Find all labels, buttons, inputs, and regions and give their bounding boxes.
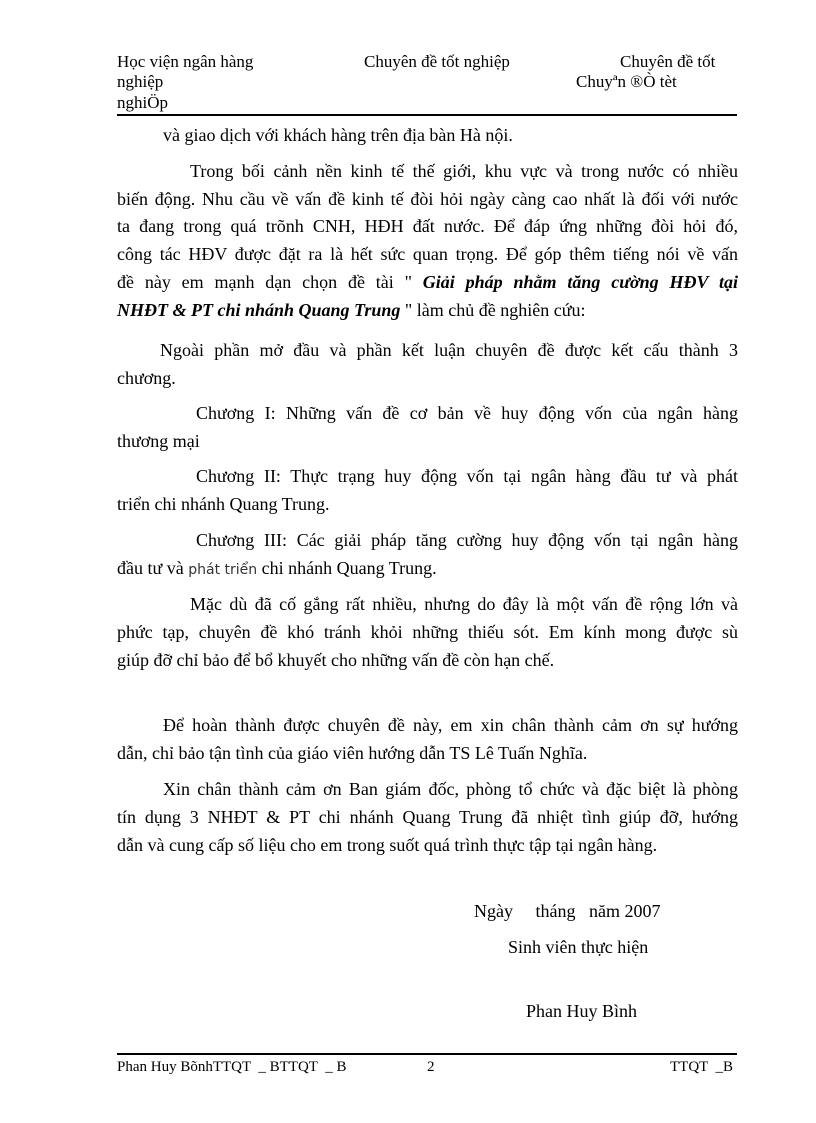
para1-line2: biến động. Nhu cầu về vấn đề kinh tế đòi hỏi ngày càng cao nhất là đối với nước (117, 189, 738, 209)
signature-name: Phan Huy Bình (526, 1001, 638, 1021)
para3-line2: phức tạp, chuyên đề khó tránh khỏi những thiếu sót. Em kính mong được sù (117, 622, 738, 642)
para1-line5 (117, 271, 738, 293)
chapter3-line1: Chương III: Các giải pháp tăng cường huy động vốn tại ngân hàng (196, 530, 738, 550)
para1-line3: ta đang trong quá trõnh CNH, HĐH đất nước. Để đáp ứng những đòi hỏi đó, (117, 216, 738, 236)
para5-line2: tín dụng 3 NHĐT & PT chi nhánh Quang Trung đã nhiệt tình giúp đỡ, hướng (117, 807, 738, 827)
header-doc-type-right: Chuyên đề tốt (620, 52, 716, 71)
chapter3-line2-pre: đầu tư và (117, 558, 189, 578)
para1-line5-text: đề này em mạnh dạn chọn đề tài " (117, 272, 412, 292)
signature-date: Ngày tháng năm 2007 (474, 901, 661, 921)
thesis-title-part2: NHĐT & PT chi nhánh Quang Trung (117, 300, 401, 320)
footer-left: Phan Huy BõnhTTQT _ BTTQT _ B (117, 1059, 347, 1075)
footer-right: TTQT _B (670, 1059, 734, 1075)
para1-line1: Trong bối cảnh nền kinh tế thế giới, khu vực và trong nước có nhiều (190, 161, 738, 181)
para4-line1: Để hoàn thành được chuyên đề này, em xin chân thành cảm ơn sự hướng (163, 715, 738, 735)
chapter1-line1: Chương I: Những vấn đề cơ bản về huy động vốn của ngân hàng (196, 403, 738, 423)
header-continuation: nghiệp (117, 72, 164, 91)
chapter3-line2 (117, 557, 738, 581)
para3-line1: Mặc dù đã cố gắng rất nhiều, nhưng do đây là một vấn đề rộng lớn và (190, 594, 738, 614)
header-garbled-right: Chuyªn ®Ò tèt (576, 72, 677, 91)
footer-rule (117, 1053, 737, 1055)
header-rule (117, 114, 737, 116)
para1-line6 (117, 299, 738, 321)
signature-role: Sinh viên thực hiện (508, 937, 649, 957)
chapter1-line2: thương mại (117, 431, 200, 451)
header-institution: Học viện ngân hàng (117, 52, 254, 71)
header-garbled-left: nghiÖp (117, 93, 168, 112)
thesis-title-part1: Giải pháp nhằm tăng cường HĐV tại (411, 272, 739, 292)
para2-line2: chương. (117, 368, 176, 388)
chapter2-line2: triển chi nhánh Quang Trung. (117, 494, 330, 514)
para5-line1: Xin chân thành cảm ơn Ban giám đốc, phòng tổ chức và đặc biệt là phòng (163, 779, 738, 799)
para1-line4: công tác HĐV được đặt ra là hết sức quan trọng. Để góp thêm tiếng nói về vấn (117, 244, 738, 264)
chapter3-line2-post: chi nhánh Quang Trung. (257, 558, 437, 578)
para1-line6-text: " làm chủ đề nghiên cứu: (400, 300, 586, 320)
page-number: 2 (427, 1059, 435, 1075)
para3-line3: giúp đỡ chỉ bảo để bổ khuyết cho những vấn đề còn hạn chế. (117, 650, 555, 670)
intro-line: và giao dịch với khách hàng trên địa bàn Hà nội. (163, 125, 513, 145)
para2-line1: Ngoài phần mở đầu và phần kết luận chuyên đề được kết cấu thành 3 (160, 340, 738, 360)
para5-line3: dẫn và cung cấp số liệu cho em trong suốt quá trình thực tập tại ngân hàng. (117, 835, 658, 855)
chapter3-line2-small: phát triển (188, 562, 258, 578)
header-doc-type: Chuyên đề tốt nghiệp (364, 52, 510, 71)
para4-line2: dẫn, chỉ bảo tận tình của giáo viên hướng dẫn TS Lê Tuấn Nghĩa. (117, 743, 588, 763)
chapter2-line1: Chương II: Thực trạng huy động vốn tại ngân hàng đầu tư và phát (196, 466, 738, 486)
